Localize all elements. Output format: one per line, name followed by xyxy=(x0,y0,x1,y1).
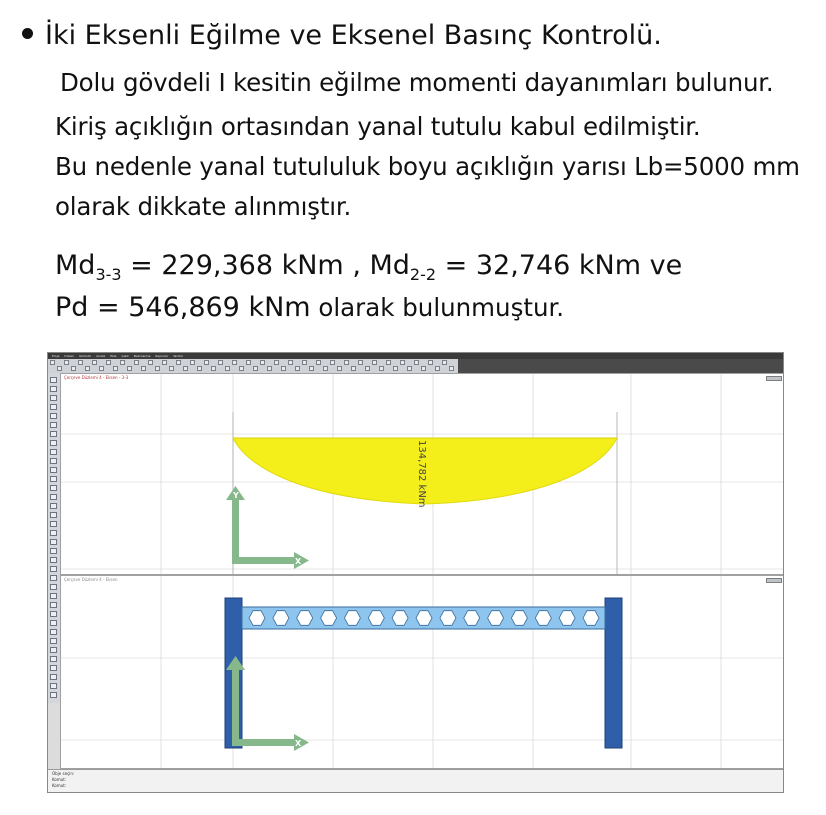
top-view-title: Çerçeve Düzlemi 4 - Eksen - 3-3 xyxy=(64,375,129,380)
toolbar-button-icon[interactable] xyxy=(337,366,342,371)
beam-opening xyxy=(440,611,456,626)
axis-gizmo-bottom xyxy=(226,656,309,751)
toolbar-button-icon[interactable] xyxy=(323,366,328,371)
beam-opening xyxy=(535,611,551,626)
beam-openings xyxy=(249,611,599,626)
tool-button-icon[interactable] xyxy=(50,404,57,410)
toolbar-button-icon[interactable] xyxy=(449,366,454,371)
grid-lines xyxy=(61,576,784,768)
app-toolbar xyxy=(48,359,458,374)
beam-opening xyxy=(464,611,480,626)
view-options-icon[interactable] xyxy=(766,376,782,381)
toolbar-button-icon[interactable] xyxy=(190,360,195,365)
beam-opening xyxy=(392,611,408,626)
toolbar-button-icon[interactable] xyxy=(155,366,160,371)
status-line: Obje seçin: xyxy=(52,771,75,776)
toolbar-button-icon[interactable] xyxy=(435,366,440,371)
toolbar-button-icon[interactable] xyxy=(344,360,349,365)
text-line-2: Kiriş açıklığın ortasından yanal tutulu kabul edilmiştir. xyxy=(55,112,701,141)
menu-item[interactable]: Analiz xyxy=(96,354,106,358)
toolbar-button-icon[interactable] xyxy=(120,360,125,365)
tool-button-icon[interactable] xyxy=(50,683,57,689)
text-line-3: Bu nedenle yanal tutululuk boyu açıklığın yarısı Lb=5000 mm xyxy=(55,152,800,181)
toolbar-button-icon[interactable] xyxy=(253,366,258,371)
tool-button-icon[interactable] xyxy=(50,440,57,446)
toolbar-button-icon[interactable] xyxy=(92,360,97,365)
tool-button-icon[interactable] xyxy=(50,692,57,698)
toolbar-button-icon[interactable] xyxy=(50,360,55,365)
toolbar-button-icon[interactable] xyxy=(113,366,118,371)
beam-opening xyxy=(368,611,384,626)
menu-item[interactable]: Ekle xyxy=(110,354,117,358)
toolbar-button-icon[interactable] xyxy=(365,366,370,371)
tool-button-icon[interactable] xyxy=(50,467,57,473)
frame-canvas xyxy=(61,576,784,768)
toolbar-button-icon[interactable] xyxy=(260,360,265,365)
formula-md22-value: = 32,746 kNm ve xyxy=(436,250,683,281)
toolbar-button-icon[interactable] xyxy=(274,360,279,365)
tool-button-icon[interactable] xyxy=(50,485,57,491)
toolbar-button-icon[interactable] xyxy=(225,366,230,371)
tool-button-icon[interactable] xyxy=(50,395,57,401)
axis-y-label: Y xyxy=(233,491,239,500)
heading-text: İki Eksenli Eğilme ve Eksenel Basınç Kontrolü. xyxy=(45,20,662,51)
toolbar-button-icon[interactable] xyxy=(379,366,384,371)
command-line[interactable] xyxy=(48,769,783,793)
moment-value-label: 134,782 kNm xyxy=(416,440,427,508)
menu-item[interactable]: Raporlar xyxy=(155,354,169,358)
toolbar-button-icon[interactable] xyxy=(330,360,335,365)
text-line-1: Dolu gövdeli I kesitin eğilme momenti dayanımları bulunur. xyxy=(60,68,774,97)
toolbar-button-icon[interactable] xyxy=(295,366,300,371)
tool-button-icon[interactable] xyxy=(50,611,57,617)
beam-opening xyxy=(416,611,432,626)
tool-button-icon[interactable] xyxy=(50,593,57,599)
moment-diagram-view[interactable] xyxy=(60,373,784,575)
toolbar-button-icon[interactable] xyxy=(57,366,62,371)
menu-item[interactable]: Yardım xyxy=(173,354,184,358)
toolbar-button-icon[interactable] xyxy=(134,360,139,365)
tool-button-icon[interactable] xyxy=(50,386,57,392)
toolbar-button-icon[interactable] xyxy=(78,360,83,365)
toolbar-button-icon[interactable] xyxy=(197,366,202,371)
formula-md xyxy=(55,250,682,284)
tool-button-icon[interactable] xyxy=(50,638,57,644)
toolbar-button-icon[interactable] xyxy=(85,366,90,371)
beam-opening xyxy=(488,611,504,626)
toolbar-button-icon[interactable] xyxy=(386,360,391,365)
tool-button-icon[interactable] xyxy=(50,476,57,482)
text-line-4: olarak dikkate alınmıştır. xyxy=(55,192,352,221)
toolbar-button-icon[interactable] xyxy=(351,366,356,371)
menu-item[interactable]: Görüntü xyxy=(78,354,92,358)
bullet-dot-icon xyxy=(22,28,33,39)
tool-button-icon[interactable] xyxy=(50,539,57,545)
menu-item[interactable]: Düzen xyxy=(64,354,74,358)
structural-app-screenshot xyxy=(47,352,784,793)
beam-opening xyxy=(559,611,575,626)
toolbar-button-icon[interactable] xyxy=(99,366,104,371)
toolbar-button-icon[interactable] xyxy=(169,366,174,371)
tool-button-icon[interactable] xyxy=(50,512,57,518)
tool-button-icon[interactable] xyxy=(50,629,57,635)
toolbar-button-icon[interactable] xyxy=(232,360,237,365)
toolbar-button-icon[interactable] xyxy=(372,360,377,365)
beam-opening xyxy=(583,611,599,626)
bullet-heading xyxy=(22,20,662,51)
right-column[interactable] xyxy=(605,598,622,748)
toolbar-button-icon[interactable] xyxy=(176,360,181,365)
formula-pd-value: Pd = 546,869 kNm xyxy=(55,292,311,323)
tool-button-icon[interactable] xyxy=(50,575,57,581)
tool-button-icon[interactable] xyxy=(50,584,57,590)
beam-opening xyxy=(297,611,313,626)
tool-button-icon[interactable] xyxy=(50,530,57,536)
toolbar-button-icon[interactable] xyxy=(428,360,433,365)
frame-elevation-view[interactable] xyxy=(60,575,784,769)
beam-opening xyxy=(249,611,265,626)
tool-button-icon[interactable] xyxy=(50,449,57,455)
toolbar-button-icon[interactable] xyxy=(239,366,244,371)
tool-button-icon[interactable] xyxy=(50,413,57,419)
toolbar-button-icon[interactable] xyxy=(358,360,363,365)
toolbar-button-icon[interactable] xyxy=(302,360,307,365)
toolbar-button-icon[interactable] xyxy=(393,366,398,371)
toolbar-button-icon[interactable] xyxy=(421,366,426,371)
axis-x-label: X xyxy=(295,739,302,748)
tool-button-icon[interactable] xyxy=(50,503,57,509)
toolbar-button-icon[interactable] xyxy=(183,366,188,371)
view-options-icon[interactable] xyxy=(766,578,782,583)
beam-opening xyxy=(511,611,527,626)
tool-button-icon[interactable] xyxy=(50,602,57,608)
toolbar-button-icon[interactable] xyxy=(414,360,419,365)
toolbar-button-icon[interactable] xyxy=(246,360,251,365)
beam-opening xyxy=(273,611,289,626)
tool-button-icon[interactable] xyxy=(50,431,57,437)
tool-button-icon[interactable] xyxy=(50,674,57,680)
tool-button-icon[interactable] xyxy=(50,548,57,554)
menu-item[interactable]: Proje xyxy=(52,354,60,358)
toolbar-button-icon[interactable] xyxy=(141,366,146,371)
status-line: Komut: xyxy=(52,783,67,788)
toolbar-button-icon[interactable] xyxy=(211,366,216,371)
toolbar-button-icon[interactable] xyxy=(267,366,272,371)
status-line: Komut: xyxy=(52,777,67,782)
tool-button-icon[interactable] xyxy=(50,647,57,653)
toolbar-button-icon[interactable] xyxy=(281,366,286,371)
tool-button-icon[interactable] xyxy=(50,377,57,383)
toolbar-button-icon[interactable] xyxy=(442,360,447,365)
formula-sub-33: 3-3 xyxy=(95,265,122,284)
app-toolbar-dark xyxy=(458,359,784,373)
tool-button-icon[interactable] xyxy=(50,620,57,626)
formula-pd xyxy=(55,292,564,323)
beam-opening xyxy=(344,611,360,626)
tool-button-icon[interactable] xyxy=(50,566,57,572)
formula-pd-tail: olarak bulunmuştur. xyxy=(310,293,565,322)
toolbar-button-icon[interactable] xyxy=(204,360,209,365)
toolbar-button-icon[interactable] xyxy=(288,360,293,365)
toolbar-button-icon[interactable] xyxy=(407,366,412,371)
tool-button-icon[interactable] xyxy=(50,494,57,500)
formula-sub-22: 2-2 xyxy=(409,265,437,284)
menu-item[interactable]: Çelik xyxy=(121,354,129,358)
moment-diagram-canvas xyxy=(61,374,784,574)
bottom-view-title: Çerçeve Düzlemi 4 - Eksen xyxy=(64,577,118,582)
tool-button-icon[interactable] xyxy=(50,458,57,464)
axis-gizmo-top xyxy=(226,486,309,569)
tool-button-icon[interactable] xyxy=(50,422,57,428)
tool-button-icon[interactable] xyxy=(50,521,57,527)
toolbar-button-icon[interactable] xyxy=(106,360,111,365)
formula-md-label: Md xyxy=(55,250,96,281)
tool-button-icon[interactable] xyxy=(50,557,57,563)
formula-md33-value: = 229,368 kNm , Md xyxy=(121,250,410,281)
axis-x-label: X xyxy=(295,557,302,566)
tool-button-icon[interactable] xyxy=(50,656,57,662)
beam-opening xyxy=(321,611,337,626)
toolbar-button-icon[interactable] xyxy=(148,360,153,365)
tool-button-icon[interactable] xyxy=(50,665,57,671)
menu-item[interactable]: Betonarme xyxy=(133,354,151,358)
toolbar-button-icon[interactable] xyxy=(316,360,321,365)
toolbar-button-icon[interactable] xyxy=(400,360,405,365)
toolbar-button-icon[interactable] xyxy=(64,360,69,365)
toolbar-button-icon[interactable] xyxy=(127,366,132,371)
toolbar-button-icon[interactable] xyxy=(162,360,167,365)
toolbar-button-icon[interactable] xyxy=(71,366,76,371)
toolbar-button-icon[interactable] xyxy=(309,366,314,371)
toolbar-button-icon[interactable] xyxy=(218,360,223,365)
